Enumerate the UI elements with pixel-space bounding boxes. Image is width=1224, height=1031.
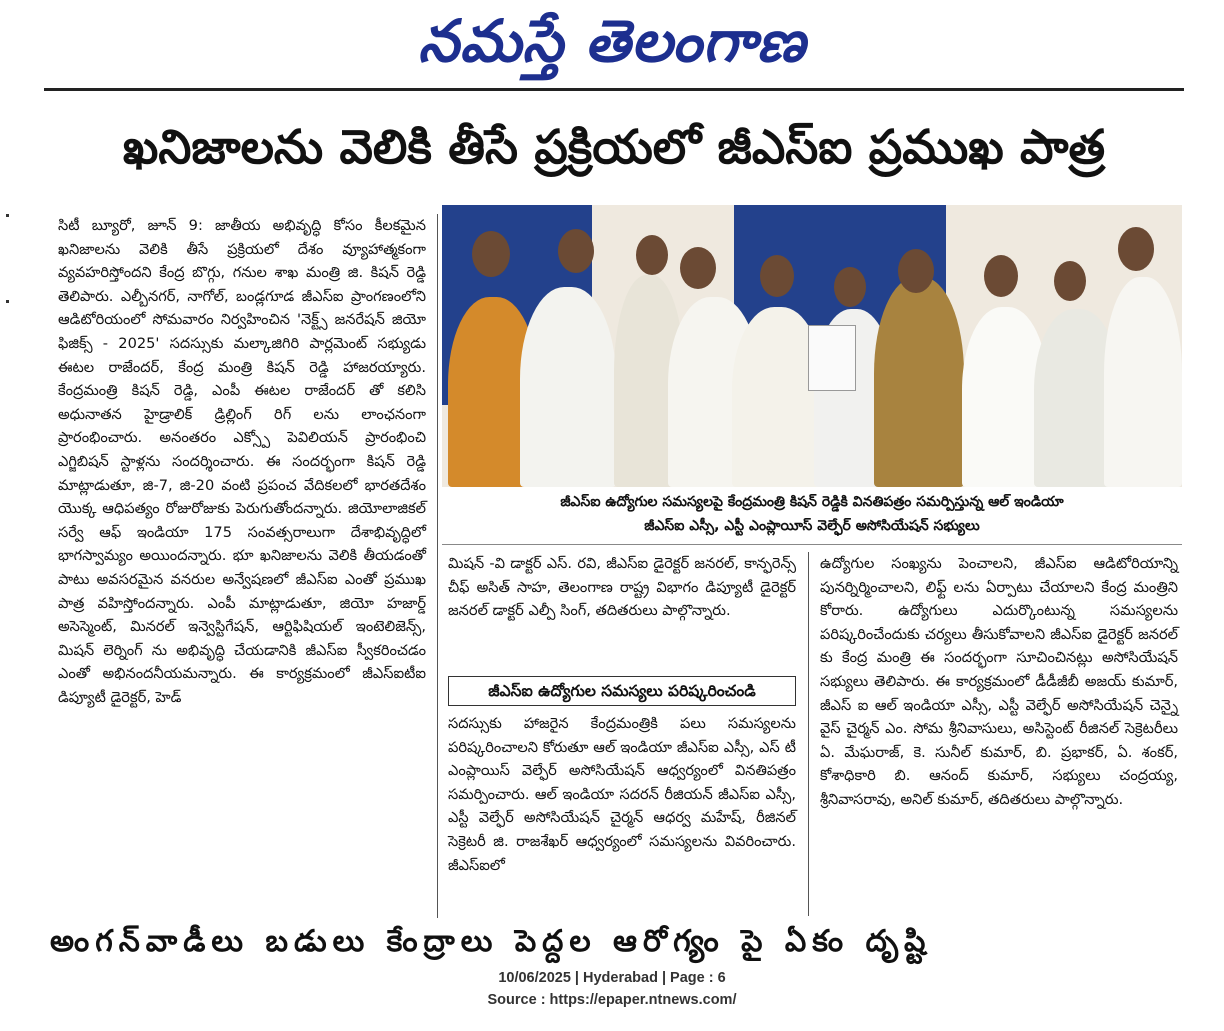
next-headline-cutoff	[50, 924, 1180, 959]
masthead-rule	[44, 88, 1184, 91]
caption-line-1: జీఎస్ఐ ఉద్యోగుల సమస్యలపై కేంద్రమంత్రి కిషన్ రెడ్డికి వినతిపత్రం సమర్పిస్తున్న ఆల్ ఇండియా	[560, 494, 1064, 510]
column-divider	[437, 214, 438, 918]
article-column-2-bottom	[448, 712, 796, 877]
cutoff-text: అంగన్‌వాడీలు బడులు కేంద్రాలు పెద్దల ఆరోగ్యం పై ఏకం దృష్టి	[50, 924, 932, 959]
article-column-3	[820, 552, 1178, 812]
petition-document	[808, 325, 856, 391]
column-3-text: ఉద్యోగుల సంఖ్యను పెంచాలని, జీఎస్ఐ ఆడిటోరియాన్ని పునర్నిర్మించాలని, లిఫ్ట్ లను ఏర్పాటు చేయాలని కేంద్ర మంత్రిని కోరారు. ఉద్యోగులు ఎదుర్కొంటున్న సమస్యలను పరిష్కరించేందుకు చర్యలు తీసుకోవాలని జీఎస్ఐ డైరెక్టర్ జనరల్ కు కేంద్ర మంత్రి ఈ సందర్భంగా సూచించినట్లు అసోసియేషన్ సభ్యులు తెలిపారు. ఈ కార్యక్రమంలో డీడీజీబీ అజయ్ కుమార్, జీఎస్ ఐ ఆల్ ఇండియా ఎస్సీ, ఎస్టీ వెల్ఫేర్ అసోసియేషన్ చెన్నై వైస్ చైర్మన్ ఎం. సోమ శ్రీనివాసులు, అసిస్టెంట్ రీజినల్ సెక్రెటరీలు ఏ. మేఘరాజ్, కె. సునీల్ కుమార్, బి. ప్రభాకర్, ఏ. శంకర్, కోశాధికారి బి. ఆనంద్ కుమార్, సభ్యులు చంద్రయ్య, శ్రీనివాసరావు, అనిల్ కుమార్, తదితరులు పాల్గొన్నారు.	[820, 555, 1178, 808]
sub-heading: జీఎస్ఐ ఉద్యోగుల సమస్యలు పరిష్కరించండి	[448, 676, 796, 706]
article-headline: ఖనిజాలను వెలికి తీసే ప్రక్రియలో జీఎస్ఐ ప్రముఖ పాత్ర	[122, 120, 1106, 175]
edge-mark	[6, 300, 9, 303]
footer-date-page: 10/06/2025 | Hyderabad | Page : 6	[498, 970, 726, 986]
news-photo	[442, 205, 1182, 487]
article-column-2-top	[448, 552, 796, 623]
article-column-1	[58, 214, 426, 709]
column-divider	[808, 552, 809, 916]
footer-source-link[interactable]: Source : https://epaper.ntnews.com/	[487, 992, 737, 1008]
photo-caption	[442, 490, 1182, 538]
column-2-top-text: మిషన్ -వి డాక్టర్ ఎస్. రవి, జీఎస్ఐ డైరెక్టర్ జనరల్, కాన్ఫరెన్స్ చీఫ్ అసిత్ సాహ, తెలంగాణ రాష్ట్ర విభాగం డిప్యూటీ డైరెక్టర్ జనరల్ డాక్టర్ ఎల్పీ సింగ్, తదితరులు పాల్గొన్నారు.	[448, 555, 796, 620]
column-2-bottom-text: సదస్సుకు హాజరైన కేంద్రమంత్రికి పలు సమస్యలను పరిష్కరించాలని కోరుతూ ఆల్ ఇండియా జీఎస్ఐ ఎస్సీ, ఎస్ టీ ఎంప్లాయిస్ వెల్ఫేర్ అసోసియేషన్ ఆధ్వర్యంలో వినతిపత్రం సమర్పించారు. ఆల్ ఇండియా సదరన్ రీజియన్ జీఎస్ఐ ఎస్సీ, ఎస్టీ వెల్ఫేర్ అసోసియేషన్ చైర్మన్ ఆధర్వ మహేష్, రీజినల్ సెక్రెటరీ జి. రాజశేఖర్ ఆధ్వర్యంలో సమస్యలను వివరించారు. జీఎస్ఐలో	[448, 715, 796, 874]
edge-mark	[6, 214, 9, 217]
caption-line-2: జీఎస్ఐ ఎస్సీ, ఎస్టీ ఎంప్లాయీస్ వెల్ఫేర్ అసోసియేషన్ సభ్యులు	[644, 518, 980, 534]
column-1-text: సిటీ బ్యూరో, జూన్ 9: జాతీయ అభివృద్ధి కోసం కీలకమైన ఖనిజాలను వెలికి తీసే ప్రక్రియలో దేశం వ్యూహాత్మకంగా వ్యవహరిస్తోందని కేంద్ర బొగ్గు, గనుల శాఖ మంత్రి జి. కిషన్ రెడ్డి తెలిపారు. ఎల్బీనగర్, నాగోల్, బండ్లగూడ జీఎస్ఐ ప్రాంగణంలోని ఆడిటోరియంలో సోమవారం నిర్వహించిన 'నెక్ట్స్ జనరేషన్ జియో ఫిజిక్స్ - 2025' సదస్సుకు మల్కాజిగిరి పార్లమెంట్ సభ్యుడు ఈటల రాజేందర్, కేంద్ర మంత్రి కిషన్ రెడ్డి హాజరయ్యారు. కేంద్రమంత్రి కిషన్ రెడ్డి, ఎంపీ ఈటల రాజేందర్ తో కలిసి అధునాతన హైడ్రాలిక్ డ్రిల్లింగ్ రిగ్ లను లాంఛనంగా ప్రారంభించారు. అనంతరం ఎక్స్పో పెవిలియన్ ప్రారంభించి ఎగ్జిబిషన్ స్టాళ్లను సందర్శించారు. ఈ సందర్భంగా కిషన్ రెడ్డి మాట్లాడుతూ, జి-7, జి-20 వంటి ప్రపంచ వేదికలలో భారతదేశం యొక్క ఆధిపత్యం రోజురోజుకు పెరుగుతోందన్నారు. జియోలాజికల్ సర్వే ఆఫ్ ఇండియా 175 సంవత్సరాలుగా దేశాభివృద్ధిలో భాగస్వామ్యం అయిందన్నారు. భూ ఖనిజాలను వెలికి తీయడంతో పాటు అవసరమైన వనరుల అన్వేషణలో జీఎస్ఐ ఎంతో ప్రముఖ పాత్ర వహిస్తోందన్నారు. ఎంపీ మాట్లాడుతూ, జియో హజార్డ్ అసెస్మెంట్, మినరల్ ఇన్వెస్టిగేషన్, ఆర్టిఫిషియల్ ఇంటెలిజెన్స్, మిషన్ లెర్నింగ్ ను అభివృద్ధి చేయడానికి జీఎస్ఐ స్వీకరించడం ఎంతో అభినందనీయమన్నారు. ఈ కార్యక్రమంలో జీఎస్ఐటీఐ డిప్యూటీ డైరెక్టర్, హెడ్	[58, 217, 426, 706]
masthead-logo: నమస్తే తెలంగాణ	[418, 7, 806, 75]
